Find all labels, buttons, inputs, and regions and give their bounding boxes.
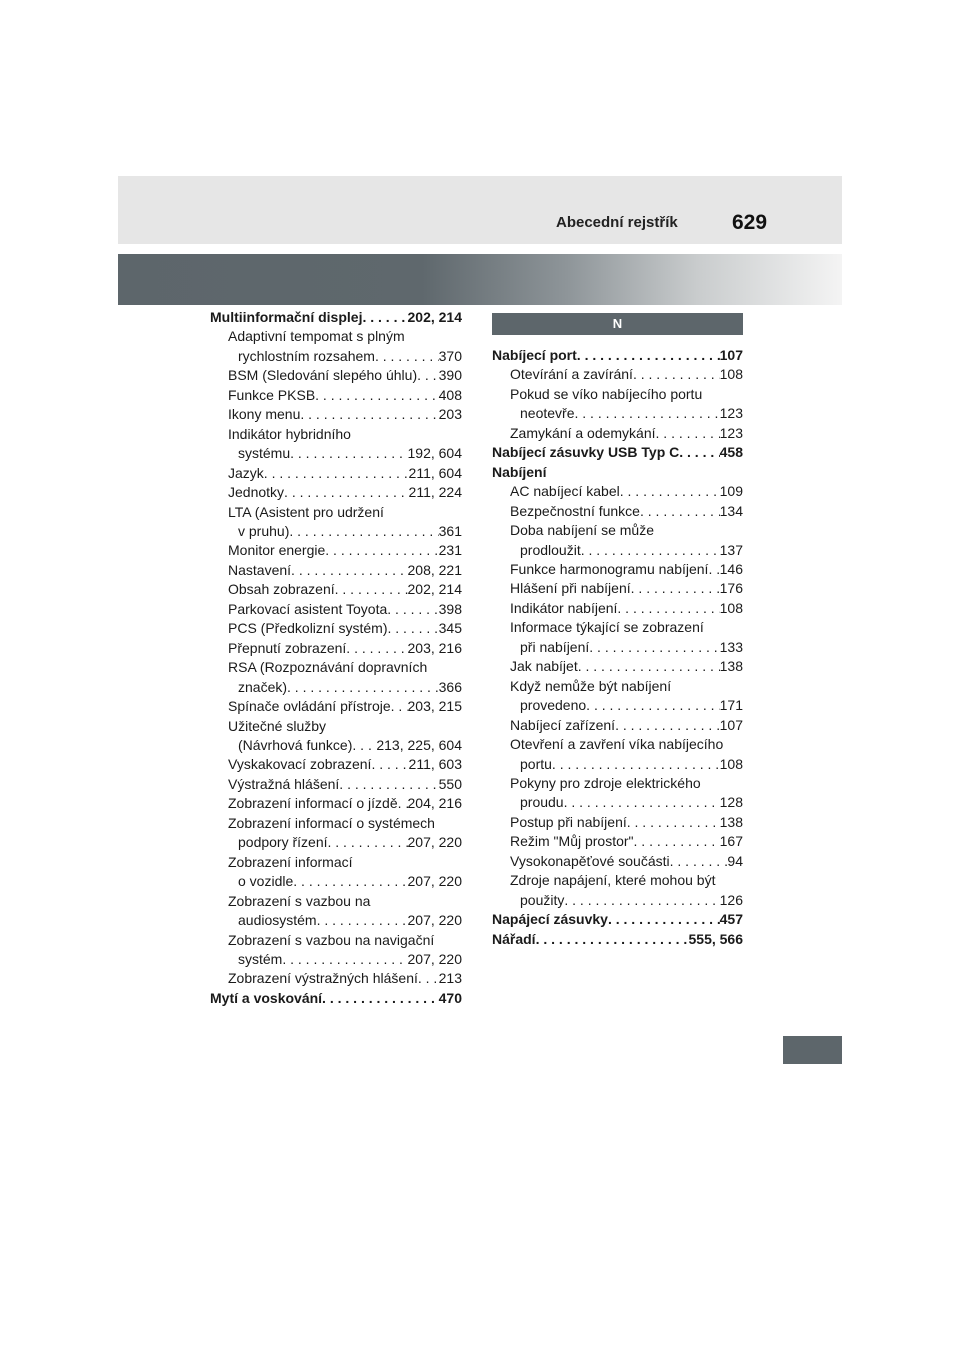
entry-text: Otevírání a zavírání xyxy=(510,366,633,383)
section-banner xyxy=(118,254,842,305)
page-reference[interactable]: 94 xyxy=(727,852,743,869)
index-column-right xyxy=(492,308,743,949)
page-reference[interactable]: 208, 221 xyxy=(407,561,462,578)
index-entry-sub xyxy=(492,618,743,657)
index-line xyxy=(228,386,462,405)
leader-dots xyxy=(608,910,720,929)
entry-text: (Návrhová funkce) xyxy=(238,736,353,753)
entry-text: Monitor energie xyxy=(228,542,326,559)
entry-text: Otevření a zavření víka nabíjecího xyxy=(510,736,724,753)
index-line xyxy=(510,891,743,910)
index-line xyxy=(510,560,743,579)
leader-dots xyxy=(627,813,720,832)
entry-text: Pokyny pro zdroje elektrického xyxy=(510,774,701,791)
page-reference[interactable]: 137 xyxy=(719,541,743,558)
entry-text: Postup při nabíjení xyxy=(510,813,627,830)
index-line xyxy=(510,638,743,657)
leader-dots xyxy=(617,599,719,618)
entry-text: systému xyxy=(238,445,291,462)
entry-text: Ikony menu xyxy=(228,406,301,423)
index-line xyxy=(510,579,743,598)
index-entry-sub xyxy=(492,774,743,813)
page-reference[interactable]: 138 xyxy=(719,813,743,830)
entry-text: Jednotky xyxy=(228,484,285,501)
page-reference[interactable]: 107 xyxy=(719,347,743,363)
page-reference[interactable]: 211, 224 xyxy=(408,484,462,501)
index-line xyxy=(228,814,462,833)
page-reference[interactable]: 146 xyxy=(719,560,743,577)
entry-text: značek) xyxy=(238,678,288,695)
index-entry-sub xyxy=(210,580,462,599)
entry-text: Indikátor nabíjení xyxy=(510,599,618,616)
page-reference[interactable]: 204, 216 xyxy=(407,795,462,812)
page-reference[interactable]: 192, 604 xyxy=(407,445,462,462)
leader-dots xyxy=(284,483,408,502)
index-line xyxy=(228,405,462,424)
entry-text: Zdroje napájení, které mohou být xyxy=(510,872,716,889)
leader-dots xyxy=(578,657,720,676)
leader-dots xyxy=(317,911,408,930)
entry-text: Režim "Můj prostor" xyxy=(510,833,634,850)
index-line xyxy=(228,950,462,969)
page-reference[interactable]: 133 xyxy=(719,638,743,655)
page-reference[interactable]: 123 xyxy=(719,405,743,422)
index-entry-main xyxy=(492,346,743,365)
entry-text: podpory řízení xyxy=(238,834,328,851)
index-entry-main xyxy=(492,463,743,482)
leader-dots xyxy=(574,404,719,423)
index-line xyxy=(210,308,462,327)
leader-dots xyxy=(656,424,720,443)
index-entry-sub xyxy=(492,871,743,910)
leader-dots xyxy=(417,366,439,385)
entry-text: proudu xyxy=(520,794,564,811)
index-line xyxy=(228,697,462,716)
page-reference[interactable]: 207, 220 xyxy=(407,950,462,967)
index-entry-sub xyxy=(210,853,462,892)
index-line xyxy=(228,639,462,658)
index-line xyxy=(510,541,743,560)
entry-text: Nastavení xyxy=(228,561,292,578)
leader-dots xyxy=(577,346,720,365)
index-line xyxy=(228,600,462,619)
entry-text: portu xyxy=(520,755,552,772)
leader-dots xyxy=(352,736,376,755)
entry-text: Výstražná hlášení xyxy=(228,775,340,792)
page-reference[interactable]: 231 xyxy=(438,542,462,559)
entry-text: v pruhu) xyxy=(238,522,290,539)
index-line xyxy=(228,931,462,950)
index-entry-sub xyxy=(210,931,462,970)
page-reference[interactable]: 203 xyxy=(438,406,462,423)
entry-text: LTA (Asistent pro udržení xyxy=(228,503,384,520)
index-entry-sub xyxy=(492,560,743,579)
leader-dots xyxy=(387,619,438,638)
index-line xyxy=(510,599,743,618)
index-line xyxy=(510,735,743,754)
leader-dots xyxy=(708,560,719,579)
entry-text: Vyskakovací zobrazení xyxy=(228,756,372,773)
index-entry-sub xyxy=(210,697,462,716)
page-reference[interactable]: 398 xyxy=(438,600,462,617)
index-line xyxy=(228,853,462,872)
index-line xyxy=(510,482,743,501)
index-entry-sub xyxy=(210,639,462,658)
page-reference[interactable]: 370 xyxy=(438,347,462,364)
leader-dots xyxy=(586,696,719,715)
leader-dots xyxy=(398,794,408,813)
page-reference[interactable]: 213 xyxy=(438,970,462,987)
entry-text: Přepnutí zobrazení xyxy=(228,639,347,656)
entry-text: Užitečné služby xyxy=(228,717,327,734)
index-line xyxy=(492,443,743,462)
index-entry-sub xyxy=(210,755,462,774)
entry-text: o vozidle xyxy=(238,873,294,890)
index-entry-sub xyxy=(210,794,462,813)
index-line xyxy=(228,327,462,346)
index-line xyxy=(510,852,743,871)
leader-dots xyxy=(315,386,438,405)
page-reference[interactable]: 202, 214 xyxy=(407,581,462,598)
index-entry-sub xyxy=(492,385,743,424)
leader-dots xyxy=(615,716,720,735)
entry-text: Když nemůže být nabíjení xyxy=(510,677,672,694)
entry-text: Multiinformační displej xyxy=(210,309,363,325)
index-entry-sub xyxy=(492,424,743,443)
page-reference[interactable]: 207, 220 xyxy=(407,912,462,929)
entry-text: RSA (Rozpoznávání dopravních xyxy=(228,659,428,676)
index-entry-sub xyxy=(492,657,743,676)
index-entry-sub xyxy=(210,405,462,424)
index-line xyxy=(228,969,462,988)
index-entry-sub xyxy=(492,521,743,560)
index-entries-right xyxy=(492,346,743,949)
entry-text: Nabíjení xyxy=(492,463,547,480)
index-entry-sub xyxy=(492,852,743,871)
leader-dots xyxy=(289,522,438,541)
entry-text: Doba nabíjení se může xyxy=(510,522,654,539)
entry-text: Zamykání a odemykání xyxy=(510,424,656,441)
index-entry-sub xyxy=(210,600,462,619)
index-line xyxy=(228,717,462,736)
index-line xyxy=(228,736,462,755)
index-line xyxy=(210,989,462,1008)
leader-dots xyxy=(335,580,408,599)
index-line xyxy=(228,503,462,522)
index-entry-main xyxy=(210,308,462,327)
page-reference[interactable]: 123 xyxy=(719,424,743,441)
page-reference[interactable]: 345 xyxy=(438,620,462,637)
leader-dots xyxy=(391,697,408,716)
index-entry-sub xyxy=(210,503,462,542)
page-reference[interactable]: 211, 603 xyxy=(408,756,462,773)
page-reference[interactable]: 470 xyxy=(438,989,462,1006)
entry-text: Obsah zobrazení xyxy=(228,581,335,598)
leader-dots xyxy=(287,678,439,697)
leader-dots xyxy=(564,793,720,812)
entry-text: rychlostním rozsahem xyxy=(238,347,375,364)
index-entry-sub xyxy=(210,464,462,483)
entry-text: Zobrazení informací o systémech xyxy=(228,814,435,831)
index-entry-sub xyxy=(210,327,462,366)
leader-dots xyxy=(328,833,408,852)
page-reference[interactable]: 203, 216 xyxy=(407,639,462,656)
index-line xyxy=(510,521,743,540)
page-reference[interactable]: 167 xyxy=(719,833,743,850)
entry-text: Vysokonapěťové součásti xyxy=(510,852,670,869)
page-reference[interactable]: 366 xyxy=(438,678,462,695)
index-entry-sub xyxy=(492,502,743,521)
entry-text: Parkovací asistent Toyota xyxy=(228,600,388,617)
index-entry-main xyxy=(492,910,743,929)
page-reference[interactable]: 550 xyxy=(438,775,462,792)
entry-text: Zobrazení informací o jízdě xyxy=(228,795,398,812)
page-reference[interactable]: 176 xyxy=(719,580,743,597)
index-entry-sub xyxy=(210,425,462,464)
entry-text: Nářadí xyxy=(492,930,536,947)
leader-dots xyxy=(536,930,689,949)
index-line xyxy=(228,911,462,930)
index-line xyxy=(510,657,743,676)
entry-text: audiosystém xyxy=(238,912,317,929)
page-reference[interactable]: 457 xyxy=(719,911,743,928)
leader-dots xyxy=(552,755,720,774)
index-line xyxy=(228,347,462,366)
index-line xyxy=(510,365,743,384)
index-line xyxy=(228,658,462,677)
index-line xyxy=(492,463,743,482)
entry-text: Nabíjecí zásuvky USB Typ C xyxy=(492,444,680,461)
leader-dots xyxy=(589,638,719,657)
page-reference[interactable]: 171 xyxy=(719,697,743,714)
index-line xyxy=(228,541,462,560)
entry-text: provedeno xyxy=(520,697,587,714)
leader-dots xyxy=(362,308,407,327)
entry-text: Napájecí zásuvky xyxy=(492,911,608,928)
index-entry-sub xyxy=(210,619,462,638)
index-entry-sub xyxy=(492,579,743,598)
index-line xyxy=(510,793,743,812)
index-entry-sub xyxy=(210,658,462,697)
page-reference[interactable]: 107 xyxy=(719,716,743,733)
index-entry-sub xyxy=(210,717,462,756)
leader-dots xyxy=(291,561,407,580)
entry-text: Jazyk xyxy=(228,464,264,481)
page-reference[interactable]: 108 xyxy=(719,366,743,383)
page-reference[interactable]: 211, 604 xyxy=(408,464,462,481)
leader-dots xyxy=(670,852,728,871)
page-reference[interactable]: 109 xyxy=(719,483,743,500)
index-line xyxy=(510,832,743,851)
page-reference[interactable]: 555, 566 xyxy=(688,930,743,947)
page-reference[interactable]: 126 xyxy=(719,891,743,908)
page-reference[interactable]: 207, 220 xyxy=(407,873,462,890)
index-line xyxy=(228,794,462,813)
index-line xyxy=(228,755,462,774)
page-title: Abecední rejstřík xyxy=(556,214,678,231)
index-entry-sub xyxy=(492,677,743,716)
page-reference[interactable]: 458 xyxy=(719,444,743,461)
page-reference[interactable]: 108 xyxy=(719,599,743,616)
leader-dots xyxy=(325,541,438,560)
index-line xyxy=(228,561,462,580)
index-line xyxy=(228,425,462,444)
leader-dots xyxy=(322,989,439,1008)
entry-text: při nabíjení xyxy=(520,638,590,655)
entry-text: Zobrazení s vazbou na xyxy=(228,892,371,909)
index-line xyxy=(228,483,462,502)
page-reference[interactable]: 390 xyxy=(438,367,462,384)
leader-dots xyxy=(564,891,719,910)
index-line xyxy=(228,678,462,697)
page-reference[interactable]: 213, 225, 604 xyxy=(376,736,462,753)
index-line xyxy=(492,930,743,949)
page-reference[interactable]: 134 xyxy=(719,502,743,519)
page-reference[interactable]: 128 xyxy=(719,794,743,811)
index-entry-sub xyxy=(210,814,462,853)
index-line xyxy=(228,580,462,599)
index-entry-sub xyxy=(210,541,462,560)
index-line xyxy=(510,696,743,715)
leader-dots xyxy=(339,775,438,794)
entry-text: Nabíjecí zařízení xyxy=(510,716,616,733)
index-entry-sub xyxy=(492,599,743,618)
entry-text: BSM (Sledování slepého úhlu) xyxy=(228,367,418,384)
leader-dots xyxy=(282,950,407,969)
leader-dots xyxy=(679,443,719,462)
page-reference[interactable]: 108 xyxy=(719,755,743,772)
page-reference[interactable]: 138 xyxy=(719,658,743,675)
index-entry-sub xyxy=(492,735,743,774)
index-line xyxy=(492,910,743,929)
leader-dots xyxy=(634,832,720,851)
entry-text: PCS (Předkolizní systém) xyxy=(228,620,388,637)
entry-text: Pokud se víko nabíjecího portu xyxy=(510,385,703,402)
index-entry-sub xyxy=(210,483,462,502)
leader-dots xyxy=(371,755,408,774)
index-entry-sub xyxy=(210,561,462,580)
index-entry-main xyxy=(492,443,743,462)
leader-dots xyxy=(375,347,439,366)
entry-text: použity xyxy=(520,891,565,908)
leader-dots xyxy=(290,444,407,463)
leader-dots xyxy=(631,579,720,598)
index-entry-sub xyxy=(210,775,462,794)
index-line xyxy=(228,366,462,385)
index-entry-sub xyxy=(492,482,743,501)
index-line xyxy=(510,677,743,696)
entry-text: Hlášení při nabíjení xyxy=(510,580,631,597)
leader-dots xyxy=(300,405,438,424)
index-entry-main xyxy=(210,989,462,1008)
index-line xyxy=(492,346,743,365)
index-line xyxy=(228,872,462,891)
entry-text: AC nabíjecí kabel xyxy=(510,483,620,500)
index-line xyxy=(228,619,462,638)
index-line xyxy=(510,871,743,890)
index-line xyxy=(228,464,462,483)
index-line xyxy=(510,774,743,793)
leader-dots xyxy=(264,464,409,483)
index-line xyxy=(228,775,462,794)
entry-text: prodloužit xyxy=(520,541,581,558)
entry-text: Mytí a voskování xyxy=(210,989,323,1006)
entry-text: Indikátor hybridního xyxy=(228,425,351,442)
page-reference[interactable]: 202, 214 xyxy=(407,309,462,325)
index-line xyxy=(510,385,743,404)
index-line xyxy=(510,618,743,637)
index-entry-sub xyxy=(492,365,743,384)
index-entry-main xyxy=(492,930,743,949)
page-reference[interactable]: 408 xyxy=(438,386,462,403)
entry-text: systém xyxy=(238,950,283,967)
entry-text: Zobrazení s vazbou na navigační xyxy=(228,931,435,948)
page-reference[interactable]: 203, 215 xyxy=(407,698,462,715)
index-line xyxy=(228,522,462,541)
page-reference[interactable]: 207, 220 xyxy=(407,834,462,851)
entry-text: Jak nabíjet xyxy=(510,658,578,675)
leader-dots xyxy=(346,639,407,658)
letter-heading: N xyxy=(492,313,743,335)
entry-text: neotevře xyxy=(520,405,575,422)
entry-text: Informace týkající se zobrazení xyxy=(510,619,704,636)
index-line xyxy=(510,755,743,774)
index-line xyxy=(510,502,743,521)
entry-text: Funkce harmonogramu nabíjení xyxy=(510,560,709,577)
leader-dots xyxy=(581,541,720,560)
index-entry-sub xyxy=(210,969,462,988)
section-tab[interactable] xyxy=(783,1036,842,1064)
index-line xyxy=(510,424,743,443)
index-line xyxy=(510,716,743,735)
entry-text: Nabíjecí port xyxy=(492,347,577,363)
page-reference[interactable]: 361 xyxy=(438,522,462,539)
index-entry-sub xyxy=(492,716,743,735)
index-column-left xyxy=(210,308,462,1008)
index-entry-sub xyxy=(492,813,743,832)
leader-dots xyxy=(418,969,439,988)
index-entry-sub xyxy=(492,832,743,851)
leader-dots xyxy=(293,872,407,891)
index-line xyxy=(510,813,743,832)
index-entry-sub xyxy=(210,386,462,405)
index-line xyxy=(510,404,743,423)
entry-text: Adaptivní tempomat s plným xyxy=(228,328,405,345)
index-line xyxy=(228,892,462,911)
index-line xyxy=(228,444,462,463)
page-number: 629 xyxy=(732,211,768,234)
index-entry-sub xyxy=(210,366,462,385)
leader-dots xyxy=(633,365,720,384)
entry-text: Spínače ovládání přístroje xyxy=(228,698,391,715)
leader-dots xyxy=(640,502,720,521)
entry-text: Zobrazení informací xyxy=(228,853,353,870)
entry-text: Funkce PKSB xyxy=(228,386,316,403)
leader-dots xyxy=(620,482,720,501)
leader-dots xyxy=(387,600,438,619)
index-line xyxy=(228,833,462,852)
entry-text: Bezpečnostní funkce xyxy=(510,502,640,519)
index-entry-sub xyxy=(210,892,462,931)
entry-text: Zobrazení výstražných hlášení xyxy=(228,970,418,987)
